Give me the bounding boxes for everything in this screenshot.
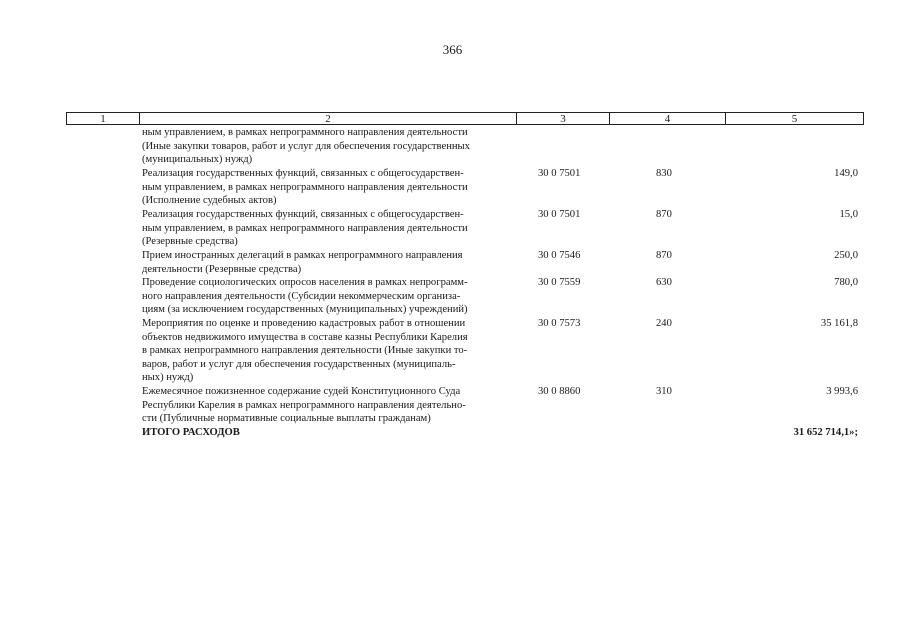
column-header-2: 2 xyxy=(140,113,517,124)
row-type: 870 xyxy=(656,209,672,220)
row-code: 30 0 7573 xyxy=(538,318,581,329)
row-type: 870 xyxy=(656,250,672,261)
row-amount: 780,0 xyxy=(834,277,858,288)
row-description: Реализация государственных функций, связанных с общегосударствен- ным управлением, в рамках непрограммного направления деятельности (Исполнение судебных актов) xyxy=(142,168,468,207)
column-header-4: 4 xyxy=(610,113,726,124)
row-code: 30 0 7501 xyxy=(538,168,581,179)
column-header-5: 5 xyxy=(791,113,798,125)
column-header-3: 3 xyxy=(517,113,610,124)
page-number: 366 xyxy=(442,42,463,57)
row-amount: 15,0 xyxy=(839,209,858,220)
row-type: 630 xyxy=(656,277,672,288)
row-type: 310 xyxy=(656,386,672,397)
row-description: Проведение социологических опросов населения в рамках непрограмм- ного направления деятельности (Субсидии некоммерческим организа- циям (за исключением государственных (муниципальных) учреждений) xyxy=(142,277,468,316)
row-description: Реализация государственных функций, связанных с общегосударствен- ным управлением, в рамках непрограммного направления деятельности (Резервные средства) xyxy=(142,209,468,248)
row-code: 30 0 7546 xyxy=(538,250,581,261)
row-amount: 149,0 xyxy=(834,168,858,179)
row-description: Ежемесячное пожизненное содержание судей Конституционного Суда Республики Карелия в рамках непрограммного направления деятельно- сти (Публичные нормативные социальные выплаты гражданам) xyxy=(142,386,466,425)
row-code: 30 0 7559 xyxy=(538,277,581,288)
row-type: 830 xyxy=(656,168,672,179)
row-amount: 3 993,6 xyxy=(826,386,858,397)
row-description: ным управлением, в рамках непрограммного направления деятельности (Иные закупки товаров, работ и услуг для обеспечения государственных (муниципальных) нужд) xyxy=(142,127,470,166)
column-header-1: 1 xyxy=(67,113,140,124)
row-description: Мероприятия по оценке и проведению кадастровых работ в отношении объектов недвижимого имущества в составе казны Республики Карелия в рамках непрограммного направления деятельности (Иные закупки то- варов, работ и услуг для обеспечения государственных (муниципаль- ных) нужд) xyxy=(142,318,468,384)
row-code: 30 0 7501 xyxy=(538,209,581,220)
row-description: Прием иностранных делегаций в рамках непрограммного направления деятельности (Резервные средства) xyxy=(142,250,463,275)
total-amount: 31 652 714,1»; xyxy=(793,427,858,438)
row-code: 30 0 8860 xyxy=(538,386,581,397)
total-label: ИТОГО РАСХОДОВ xyxy=(142,427,240,438)
row-type: 240 xyxy=(656,318,672,329)
table-header xyxy=(66,112,864,125)
row-amount: 250,0 xyxy=(834,250,858,261)
row-amount: 35 161,8 xyxy=(820,318,858,329)
